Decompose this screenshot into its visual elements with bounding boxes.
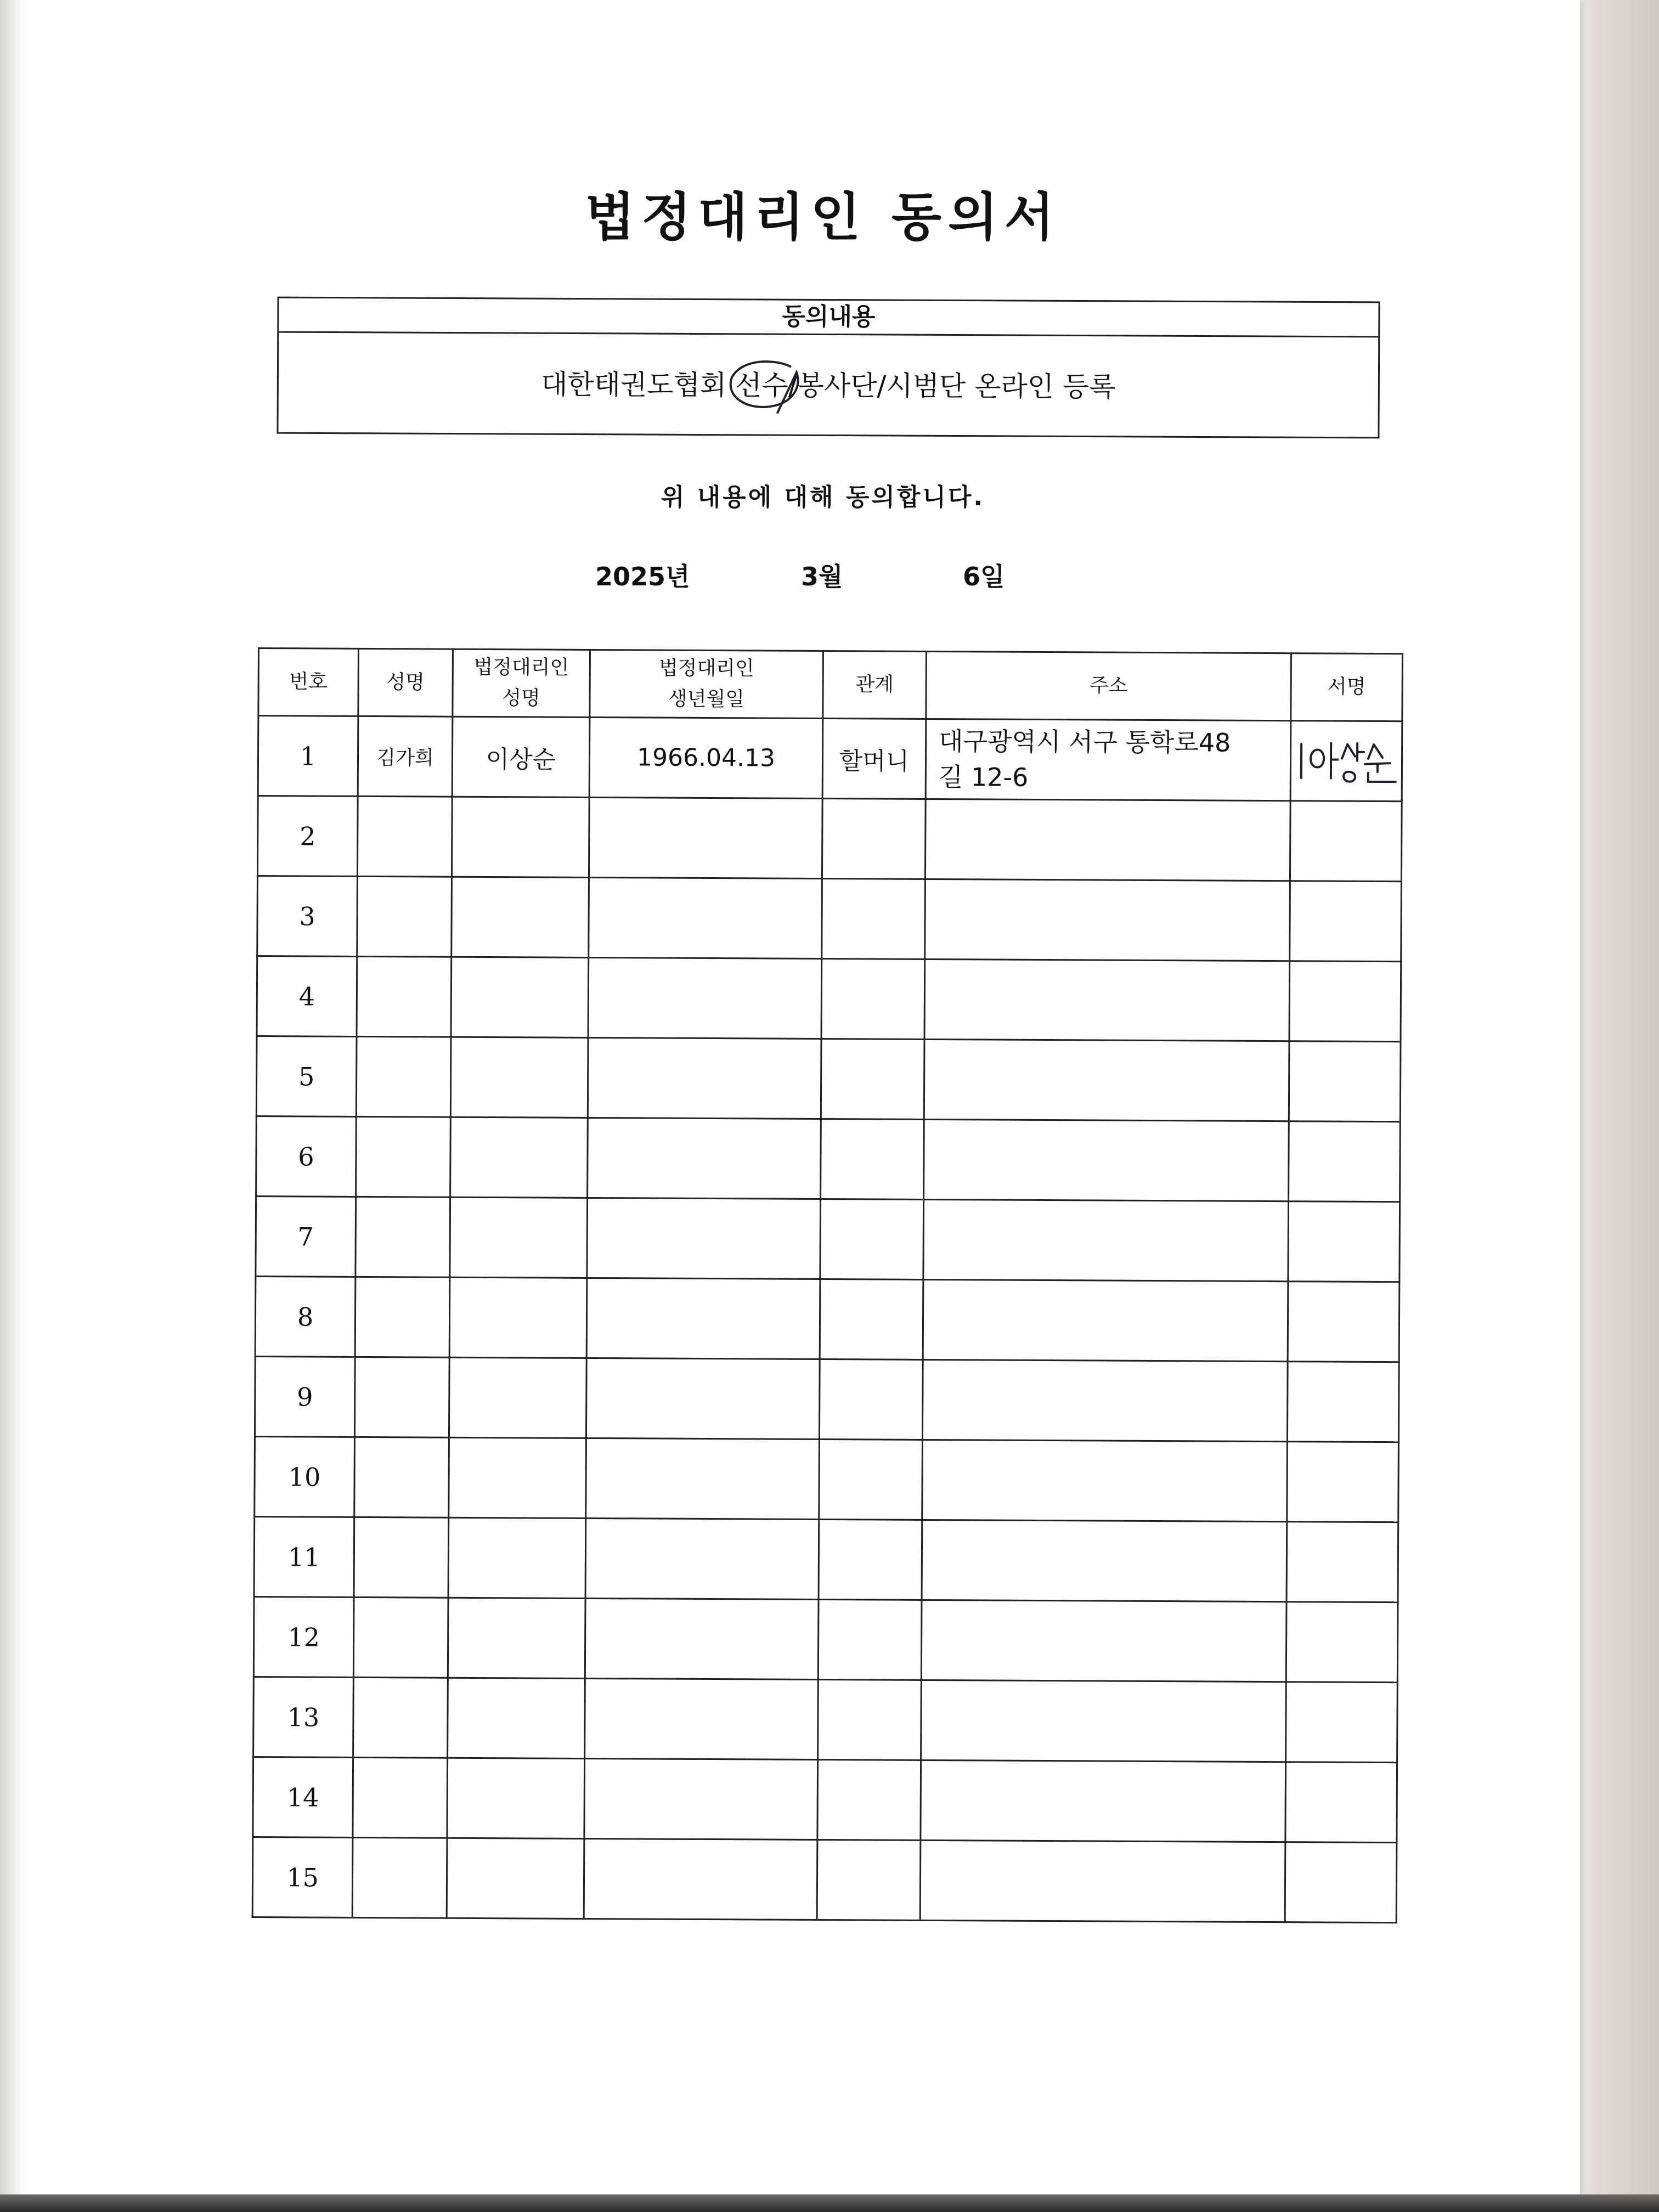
- empty-cell[interactable]: [588, 1118, 821, 1199]
- table-row: [257, 876, 1402, 962]
- empty-cell[interactable]: [589, 797, 822, 878]
- row-number: 1: [258, 716, 358, 797]
- empty-cell[interactable]: [819, 1359, 923, 1440]
- table-row: [257, 956, 1401, 1042]
- table-row: [258, 716, 1402, 802]
- empty-cell[interactable]: [354, 1517, 449, 1598]
- empty-cell[interactable]: [356, 1116, 451, 1197]
- empty-cell[interactable]: [586, 1278, 820, 1359]
- empty-cell[interactable]: [819, 1520, 922, 1600]
- date-month: 3월: [801, 562, 843, 591]
- row-address: [926, 719, 1291, 800]
- row-number: 3: [257, 876, 358, 957]
- empty-cell[interactable]: [1289, 1041, 1401, 1122]
- empty-cell[interactable]: [1287, 1362, 1399, 1442]
- empty-cell[interactable]: [817, 1760, 921, 1841]
- row-number: 8: [255, 1276, 356, 1357]
- empty-cell[interactable]: [923, 1279, 1288, 1361]
- empty-cell[interactable]: [588, 1037, 821, 1119]
- row-name: 김가희: [358, 716, 453, 797]
- header-guardian-birth-line2: 생년월일: [668, 687, 745, 711]
- empty-cell[interactable]: [587, 1198, 821, 1279]
- empty-cell[interactable]: [354, 1357, 449, 1437]
- empty-cell[interactable]: [1285, 1762, 1397, 1843]
- empty-cell[interactable]: [452, 877, 589, 957]
- empty-cell[interactable]: [585, 1598, 819, 1679]
- row-number: 11: [254, 1516, 354, 1597]
- row-number: 10: [255, 1436, 355, 1517]
- empty-cell[interactable]: [1288, 1201, 1400, 1282]
- empty-cell[interactable]: [925, 879, 1290, 961]
- date-day: 6일: [963, 562, 1005, 591]
- empty-cell[interactable]: [588, 957, 822, 1039]
- empty-cell[interactable]: [925, 799, 1290, 881]
- empty-cell[interactable]: [1285, 1842, 1397, 1923]
- row-number: 14: [253, 1757, 353, 1837]
- empty-cell[interactable]: [451, 957, 589, 1037]
- guardian-table-wrapper: [252, 647, 1403, 1923]
- empty-cell[interactable]: [924, 1119, 1289, 1201]
- guardian-table: [252, 647, 1403, 1923]
- empty-cell[interactable]: [819, 1440, 923, 1520]
- header-number: 번호: [258, 648, 359, 716]
- circled-option: [735, 335, 788, 436]
- empty-cell[interactable]: [354, 1437, 449, 1517]
- empty-cell[interactable]: [923, 1199, 1289, 1281]
- empty-cell[interactable]: [921, 1600, 1286, 1681]
- empty-cell[interactable]: [589, 877, 822, 958]
- empty-cell[interactable]: [585, 1518, 819, 1599]
- empty-cell[interactable]: [820, 1199, 924, 1280]
- empty-cell[interactable]: [817, 1840, 921, 1921]
- table-row: [257, 796, 1402, 882]
- row-address-line2: 길 12-6: [938, 761, 1029, 792]
- row-number: 2: [257, 796, 358, 877]
- header-name: 성명: [358, 648, 453, 716]
- header-relation: 관계: [823, 651, 927, 719]
- handwritten-signature: [1291, 727, 1402, 788]
- empty-cell[interactable]: [920, 1840, 1285, 1922]
- empty-cell[interactable]: [356, 1197, 450, 1277]
- empty-cell[interactable]: [821, 1119, 924, 1200]
- row-guardian-name: 이상순: [452, 716, 590, 797]
- empty-cell[interactable]: [448, 1517, 586, 1598]
- header-guardian-birth: [590, 650, 823, 718]
- empty-cell[interactable]: [353, 1757, 448, 1838]
- row-signature: [1290, 721, 1402, 802]
- row-number: 7: [256, 1196, 356, 1277]
- empty-cell[interactable]: [353, 1677, 448, 1758]
- empty-cell[interactable]: [586, 1358, 820, 1439]
- empty-cell[interactable]: [450, 1197, 588, 1278]
- empty-cell[interactable]: [1290, 801, 1402, 882]
- empty-cell[interactable]: [352, 1837, 447, 1918]
- empty-cell[interactable]: [452, 797, 589, 877]
- consent-text-before: 대한태권도협회: [541, 368, 736, 402]
- empty-cell[interactable]: [447, 1838, 584, 1918]
- table-row: [255, 1356, 1399, 1442]
- table-row: [256, 1116, 1401, 1201]
- row-number: 13: [253, 1677, 354, 1757]
- empty-cell[interactable]: [924, 1039, 1289, 1121]
- header-address: 주소: [926, 651, 1291, 720]
- empty-cell[interactable]: [922, 1440, 1288, 1521]
- header-guardian-birth-line1: 법정대리인: [658, 657, 754, 680]
- header-guardian-name-line1: 법정대리인: [473, 656, 569, 679]
- empty-cell[interactable]: [449, 1277, 587, 1358]
- consent-text-after: /봉사단/시범단 온라인 등록: [788, 369, 1116, 403]
- empty-cell[interactable]: [924, 959, 1290, 1041]
- empty-cell[interactable]: [1287, 1442, 1399, 1522]
- document-title: 법정대리인 동의서: [585, 188, 1061, 247]
- empty-cell[interactable]: [586, 1438, 820, 1519]
- row-guardian-birth: 1966.04.13: [589, 717, 823, 798]
- empty-cell[interactable]: [818, 1680, 922, 1760]
- empty-cell[interactable]: [585, 1678, 819, 1759]
- empty-cell[interactable]: [450, 1037, 588, 1118]
- empty-cell[interactable]: [1288, 1282, 1400, 1362]
- empty-cell[interactable]: [353, 1597, 448, 1678]
- empty-cell[interactable]: [449, 1357, 586, 1438]
- empty-cell[interactable]: [1286, 1682, 1398, 1763]
- empty-cell[interactable]: [820, 1279, 923, 1360]
- empty-cell[interactable]: [357, 956, 452, 1037]
- empty-cell[interactable]: [450, 1117, 588, 1198]
- empty-cell[interactable]: [821, 959, 925, 1040]
- paper-sheet: [27, 0, 1580, 2194]
- empty-cell[interactable]: [356, 1036, 451, 1117]
- empty-cell[interactable]: [921, 1680, 1286, 1762]
- agree-statement: 위 내용에 대해 동의합니다.: [661, 483, 985, 511]
- table-row: [253, 1596, 1398, 1682]
- empty-cell[interactable]: [448, 1598, 585, 1678]
- row-number: 15: [252, 1837, 353, 1917]
- consent-content-box: [276, 297, 1380, 439]
- empty-cell[interactable]: [921, 1760, 1286, 1842]
- empty-cell[interactable]: [1290, 881, 1402, 962]
- circled-option-label: 선수: [735, 369, 788, 402]
- empty-cell[interactable]: [1286, 1602, 1398, 1683]
- empty-cell[interactable]: [1289, 961, 1401, 1042]
- table-row: [252, 1837, 1397, 1922]
- table-header-row: [258, 648, 1403, 721]
- empty-cell[interactable]: [584, 1838, 817, 1920]
- empty-cell[interactable]: [449, 1437, 586, 1518]
- header-signature: 서명: [1291, 653, 1403, 721]
- header-guardian-name: [453, 649, 590, 717]
- row-relation: 할머니: [822, 719, 926, 799]
- header-guardian-name-line2: 성명: [502, 687, 540, 710]
- row-number: 12: [253, 1596, 354, 1677]
- empty-cell[interactable]: [584, 1758, 818, 1839]
- table-row: [254, 1516, 1398, 1602]
- background-edge: [0, 2194, 1659, 2212]
- empty-cell[interactable]: [1289, 1121, 1401, 1202]
- row-number: 4: [257, 956, 357, 1037]
- date-year: 2025년: [595, 562, 690, 591]
- consent-text: [278, 333, 1378, 439]
- hand-drawn-circle-mark: [725, 356, 813, 416]
- table-row: [255, 1276, 1400, 1362]
- empty-cell[interactable]: [922, 1359, 1288, 1441]
- row-number: 5: [256, 1036, 357, 1116]
- empty-cell[interactable]: [447, 1758, 585, 1838]
- empty-cell[interactable]: [1286, 1522, 1398, 1602]
- empty-cell[interactable]: [357, 876, 452, 957]
- empty-cell[interactable]: [355, 1277, 450, 1357]
- row-number: 9: [255, 1356, 355, 1437]
- table-row: [253, 1757, 1397, 1842]
- row-address-line1: 대구광역시 서구 통학로48: [939, 726, 1231, 758]
- table-row: [256, 1196, 1400, 1282]
- empty-cell[interactable]: [448, 1678, 585, 1758]
- empty-cell[interactable]: [818, 1600, 922, 1680]
- empty-cell[interactable]: [822, 799, 926, 879]
- empty-cell[interactable]: [822, 879, 926, 960]
- row-number: 6: [256, 1116, 357, 1197]
- empty-cell[interactable]: [357, 796, 452, 877]
- table-row: [256, 1036, 1401, 1121]
- empty-cell[interactable]: [922, 1520, 1287, 1601]
- consent-heading: 동의내용: [279, 298, 1378, 338]
- table-row: [255, 1436, 1399, 1522]
- empty-cell[interactable]: [821, 1039, 924, 1120]
- table-row: [253, 1677, 1398, 1762]
